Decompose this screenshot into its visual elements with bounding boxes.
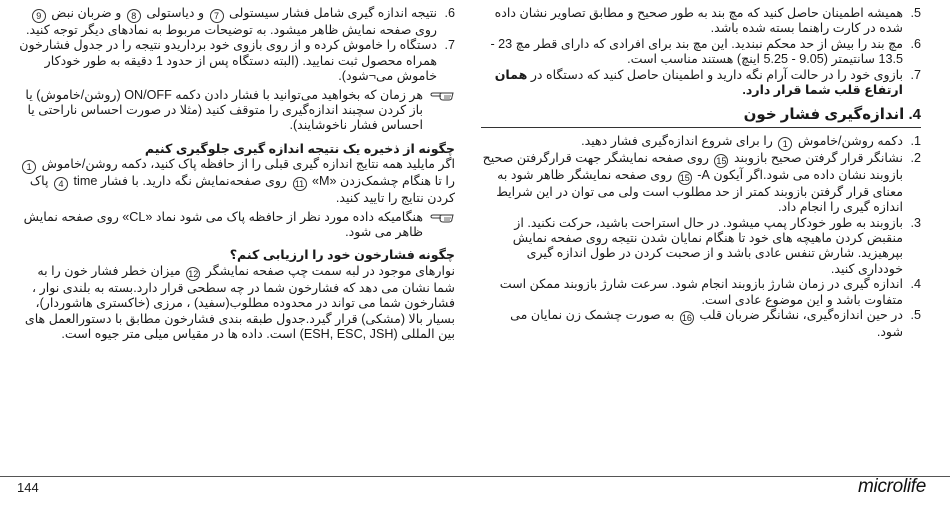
list-item-7 — [481, 68, 921, 99]
callout-number: 12 — [188, 268, 199, 279]
item-number: 6. — [444, 6, 455, 20]
item-number: 1. — [910, 133, 921, 148]
emphasis-text: همان ارتفاع قلب شما قرار دارد. — [494, 67, 903, 98]
callout-number: 9 — [32, 9, 46, 23]
paragraph-evaluate: نوارهای موجود در لبه سمت چپ صفحه نمایشگر 12 میزان خطر فشار خون را به شما نشان می دهد که فشارخون شما در چه سطحی قرار دارد.بسته به بلندی نوار ، فشارخون شما می تواند در محدوده مطلوب(سفید) ، مرزی (خاکستری هاشوردار)، بسیار بالا (مشکی) قرار گیرد.جدول طبقه بندی فشارخون مطابق با دستورالعمل های بین المللی (ESH, ESC, JSH) است. داده ها در مقیاس میلی متر جیوه است. — [24, 263, 455, 342]
callout-number: 4 — [54, 177, 68, 191]
item-number: 5. — [910, 308, 921, 323]
callout-number: 15 — [716, 155, 727, 166]
note-text: هر زمان که بخواهید می‌توانید با فشار دادن دکمه ON/OFF (روشن/خاموش) یا باز کردن سچبند اندازه‌گیری را متوقف کنید (مثلا در صورت احساس ناراحتی یا احساس فشار ناخوشایند). — [25, 87, 423, 133]
item-text: نشانگر قرار گرفتن صحیح بازوبند 15 روی صفحه نمایشگر جهت قرارگرفتن صحیح بازوبند نشان داده می شود.اگر آیکون A- 15 روی صفحه نمایشگر ظاهر شود به معنای قرار گرفتن بازوبند کمتر از حد مطلوب است ولی می توان در این شرایط اندازه گیری را انجام داد. — [482, 150, 903, 215]
pointing-hand-icon — [429, 89, 455, 103]
item-number: 7. — [910, 67, 921, 82]
note-cl-symbol — [17, 210, 455, 241]
item-text: دستگاه را خاموش کرده و از روی بازوی خود برداریدو نتیجه را در جدول فشارخون همراه محصول ثبت نمایید. (البته دستگاه پس از حدود 1 دقیقه به طور خودکار خاموش می¬شود). — [19, 38, 437, 84]
footer-divider — [0, 476, 950, 477]
item-text: مچ بند را بیش از حد محکم نبندید. این مچ بند برای افرادی که دارای قطر مچ 23 - 13.5 سانتیمتر (9.05 - 5.25 اینچ) هستند مناسب است. — [490, 36, 903, 67]
brand-logo: microlife — [858, 476, 927, 497]
callout-number: 1 — [778, 137, 792, 151]
item-number: 4. — [910, 277, 921, 292]
item-text: دکمه روشن/خاموش 1 را برای شروع اندازه‌گیری فشار دهید. — [581, 133, 903, 149]
callout-number: 16 — [681, 313, 692, 324]
pointing-hand-icon — [429, 211, 455, 225]
item-number: 2. — [910, 150, 921, 165]
item-number: 6. — [910, 36, 921, 51]
list-item-7 — [17, 38, 455, 84]
section-title: 4. اندازه‌گیری فشار خون — [481, 107, 921, 127]
item-number: 3. — [910, 215, 921, 230]
callout-number: 11 — [293, 177, 307, 191]
page-number: 144 — [17, 480, 39, 495]
list-item-6 — [17, 6, 455, 38]
list-item-1 — [481, 134, 921, 151]
heading-evaluate: چگونه فشارخون خود را ارزیابی کنم؟ — [229, 248, 455, 263]
list-item-3 — [481, 216, 921, 278]
list-item-4 — [481, 277, 921, 308]
item-text: اندازه گیری در زمان شارژ بازوبند انجام شود. سرعت شارژ بازوبند ممکن است متفاوت باشد و این موضوع عادی است. — [499, 277, 903, 307]
list-item-5 — [481, 308, 921, 340]
list-item-5 — [481, 6, 921, 37]
item-text: در حین اندازه‌گیری، نشانگر ضربان قلب 16 به صورت چشمک زن نمایان می شود. — [510, 308, 903, 340]
note-stop-measurement — [17, 88, 455, 134]
paragraph-clear-memory: اگر مایلید همه نتایج اندازه گیری قبلی را از حافظه پاک کنید، دکمه روشن/خاموش 1 را تا هنگام چشمک‌زدن «M» 11 روی صفحه‌نمایش نگه دارید. با فشار time 4 پاک کردن نتایج را تایید کنید. — [17, 157, 455, 206]
left-column — [17, 6, 455, 343]
callout-number: 15 — [679, 172, 690, 183]
heading-clear-memory: چگونه از ذخیره یک نتیجه اندازه گیری جلوگیری کنیم — [144, 141, 455, 156]
item-number: 7. — [444, 38, 455, 53]
callout-number: 1 — [22, 160, 36, 174]
note-text: هنگامیکه داده مورد نظر از حافظه پاک می شود نماد «CL» روی صفحه نمایش ظاهر می شود. — [23, 209, 423, 240]
item-text: بازوبند به طور خودکار پمپ میشود. در حال استراحت باشید، حرکت نکنید. از منقبض کردن ماهیچه های خود تا هنگام نمایان شدن نتیجه روی صفحه نمایش بپرهیزید. شارش تنفس عادی باشد و از صحبت کردن در طول اندازه گیری خودداری کنید. — [512, 215, 903, 276]
item-text: بازوی خود را در حالت آرام نگه دارید و اطمینان حاصل کنید که دستگاه در همان ارتفاع قلب شما قرار دارد. — [494, 67, 903, 98]
item-number: 5. — [910, 6, 921, 20]
list-item-6 — [481, 37, 921, 68]
item-text: همیشه اطمینان حاصل کنید که مچ بند به طور صحیح و مطابق تصاویر نشان داده شده در کارت راهنما بسته شده باشد. — [494, 6, 903, 36]
item-text: نتیجه اندازه گیری شامل فشار سیستولی 7 و دیاستولی 8 و ضربان نبض 9 روی صفحه نمایش ظاهر میشود. به توضیحات مربوط به نمادهای دیگر توجه کنید. — [25, 6, 437, 37]
callout-number: 7 — [210, 9, 224, 23]
callout-number: 8 — [127, 9, 141, 23]
list-item-2 — [481, 151, 921, 216]
right-column — [481, 6, 921, 341]
